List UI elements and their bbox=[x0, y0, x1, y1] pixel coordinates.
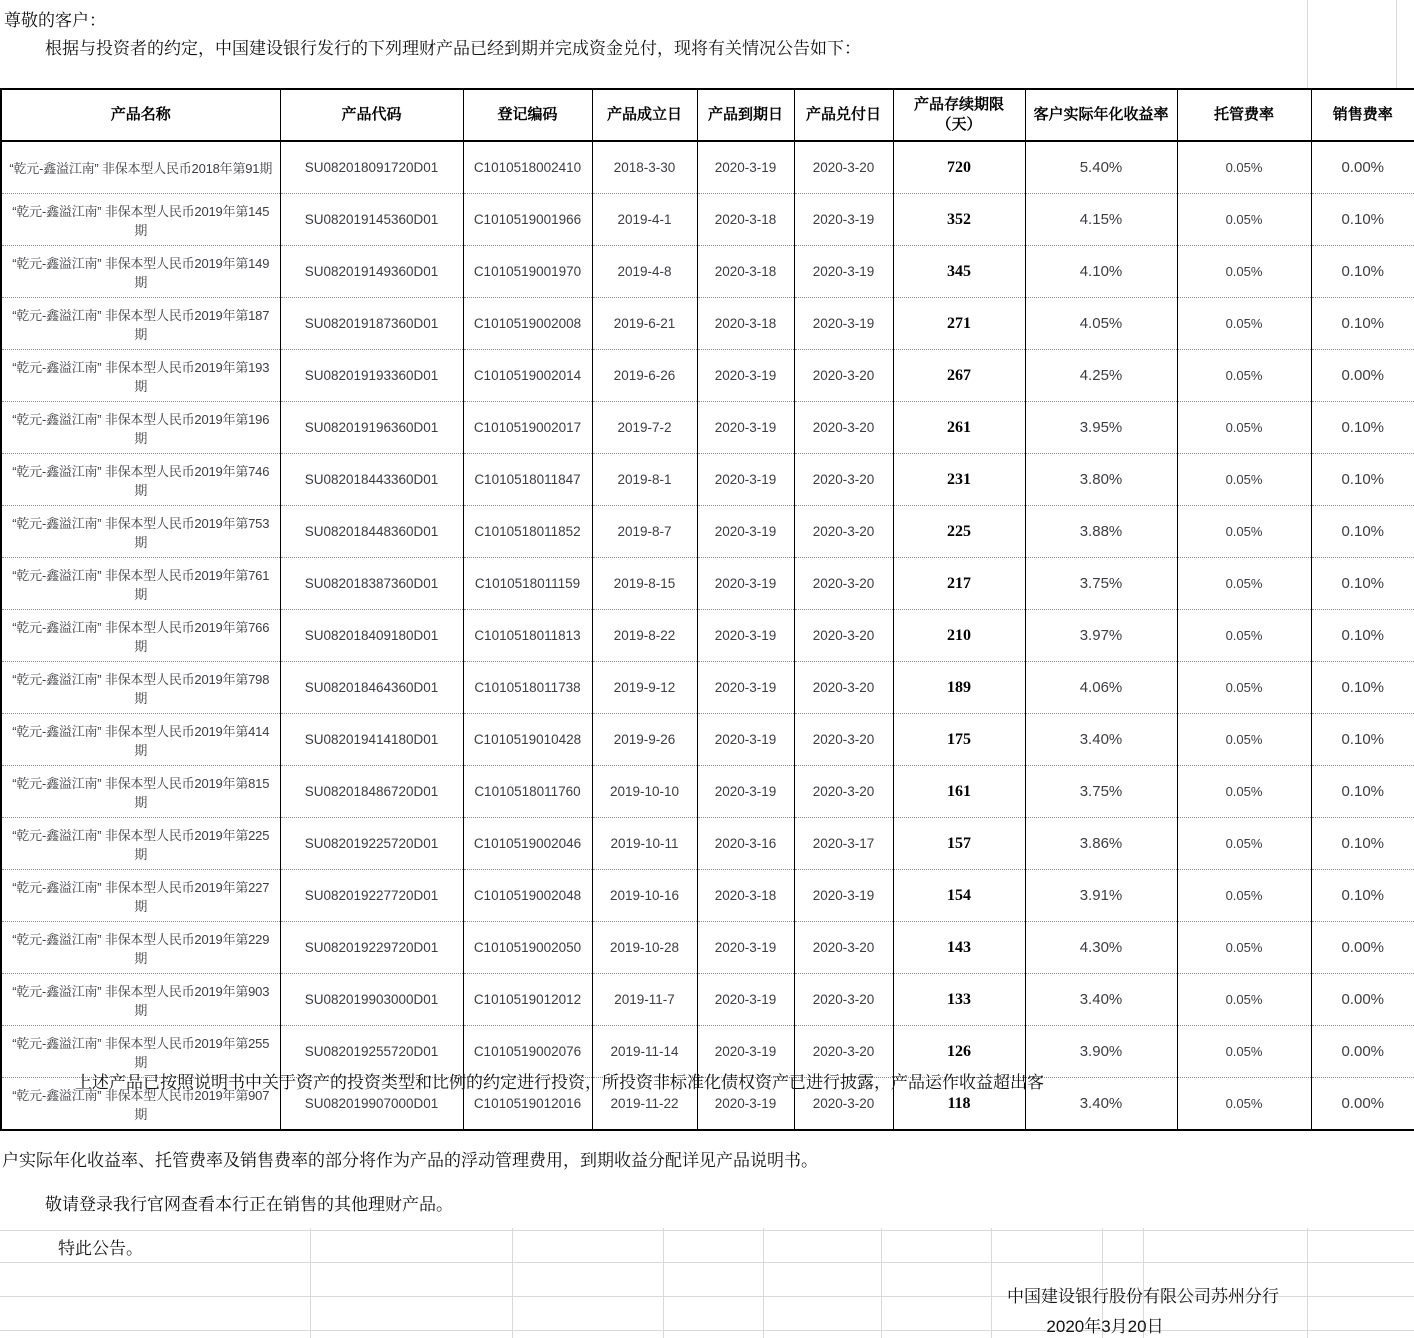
cell-registration-code: C1010519002008 bbox=[463, 298, 592, 350]
cell-annualized-yield: 3.90% bbox=[1025, 1026, 1177, 1078]
cell-product-name: “乾元-鑫溢江南” 非保本型人民币2019年第903期 bbox=[1, 974, 280, 1026]
cell-sales-fee-rate: 0.10% bbox=[1311, 714, 1414, 766]
cell-custody-fee-rate: 0.05% bbox=[1177, 141, 1311, 194]
header-maturity-date: 产品到期日 bbox=[697, 89, 794, 141]
cell-product-code: SU082018486720D01 bbox=[280, 766, 463, 818]
intro-line: 根据与投资者的约定，中国建设银行发行的下列理财产品已经到期并完成资金兑付，现将有关情况公告如下： bbox=[45, 39, 861, 58]
cell-maturity-date: 2020-3-19 bbox=[697, 506, 794, 558]
cell-product-name: “乾元-鑫溢江南” 非保本型人民币2019年第255期 bbox=[1, 1026, 280, 1078]
cell-inception-date: 2019-9-26 bbox=[592, 714, 697, 766]
cell-duration-days: 189 bbox=[893, 662, 1025, 714]
table-row bbox=[1, 194, 1414, 246]
table-row bbox=[1, 766, 1414, 818]
cell-payment-date: 2020-3-20 bbox=[794, 454, 893, 506]
table-row bbox=[1, 402, 1414, 454]
cell-registration-code: C1010518011760 bbox=[463, 766, 592, 818]
table-row bbox=[1, 922, 1414, 974]
cell-inception-date: 2019-11-7 bbox=[592, 974, 697, 1026]
cell-annualized-yield: 3.97% bbox=[1025, 610, 1177, 662]
cell-maturity-date: 2020-3-19 bbox=[697, 974, 794, 1026]
cell-registration-code: C1010519002017 bbox=[463, 402, 592, 454]
cell-payment-date: 2020-3-20 bbox=[794, 766, 893, 818]
cell-custody-fee-rate: 0.05% bbox=[1177, 1078, 1311, 1131]
cell-duration-days: 271 bbox=[893, 298, 1025, 350]
cell-product-code: SU082019187360D01 bbox=[280, 298, 463, 350]
cell-product-name: “乾元-鑫溢江南” 非保本型人民币2018年第91期 bbox=[1, 141, 280, 194]
cell-inception-date: 2019-11-22 bbox=[592, 1078, 697, 1131]
table-row bbox=[1, 818, 1414, 870]
cell-payment-date: 2020-3-19 bbox=[794, 298, 893, 350]
cell-payment-date: 2020-3-20 bbox=[794, 350, 893, 402]
cell-annualized-yield: 5.40% bbox=[1025, 141, 1177, 194]
table-row bbox=[1, 662, 1414, 714]
cell-payment-date: 2020-3-20 bbox=[794, 974, 893, 1026]
cell-payment-date: 2020-3-20 bbox=[794, 922, 893, 974]
cell-maturity-date: 2020-3-19 bbox=[697, 714, 794, 766]
cell-inception-date: 2019-6-26 bbox=[592, 350, 697, 402]
cell-product-code: SU082018091720D01 bbox=[280, 141, 463, 194]
cell-product-name: “乾元-鑫溢江南” 非保本型人民币2019年第815期 bbox=[1, 766, 280, 818]
cell-product-code: SU082018387360D01 bbox=[280, 558, 463, 610]
cell-payment-date: 2020-3-20 bbox=[794, 1026, 893, 1078]
cell-maturity-date: 2020-3-18 bbox=[697, 298, 794, 350]
cell-payment-date: 2020-3-20 bbox=[794, 662, 893, 714]
cell-maturity-date: 2020-3-19 bbox=[697, 1026, 794, 1078]
cell-custody-fee-rate: 0.05% bbox=[1177, 506, 1311, 558]
cell-custody-fee-rate: 0.05% bbox=[1177, 610, 1311, 662]
cell-sales-fee-rate: 0.10% bbox=[1311, 402, 1414, 454]
table-row bbox=[1, 506, 1414, 558]
cell-maturity-date: 2020-3-19 bbox=[697, 402, 794, 454]
cell-duration-days: 143 bbox=[893, 922, 1025, 974]
greeting-line: 尊敬的客户： bbox=[4, 11, 106, 30]
cell-duration-days: 157 bbox=[893, 818, 1025, 870]
table-row bbox=[1, 558, 1414, 610]
cell-annualized-yield: 3.75% bbox=[1025, 558, 1177, 610]
cell-payment-date: 2020-3-20 bbox=[794, 402, 893, 454]
cell-payment-date: 2020-3-19 bbox=[794, 870, 893, 922]
cell-duration-days: 175 bbox=[893, 714, 1025, 766]
cell-inception-date: 2019-7-2 bbox=[592, 402, 697, 454]
cell-payment-date: 2020-3-20 bbox=[794, 506, 893, 558]
cell-product-code: SU082018443360D01 bbox=[280, 454, 463, 506]
cell-duration-days: 210 bbox=[893, 610, 1025, 662]
cell-sales-fee-rate: 0.00% bbox=[1311, 141, 1414, 194]
table-row bbox=[1, 350, 1414, 402]
cell-product-name: “乾元-鑫溢江南” 非保本型人民币2019年第761期 bbox=[1, 558, 280, 610]
table-row bbox=[1, 870, 1414, 922]
cell-custody-fee-rate: 0.05% bbox=[1177, 818, 1311, 870]
cell-product-code: SU082019145360D01 bbox=[280, 194, 463, 246]
cell-product-name: “乾元-鑫溢江南” 非保本型人民币2019年第149期 bbox=[1, 246, 280, 298]
cell-annualized-yield: 3.88% bbox=[1025, 506, 1177, 558]
cell-product-code: SU082019149360D01 bbox=[280, 246, 463, 298]
table-row bbox=[1, 141, 1414, 194]
cell-product-code: SU082019903000D01 bbox=[280, 974, 463, 1026]
gridline-vertical bbox=[1396, 0, 1397, 88]
table-row bbox=[1, 974, 1414, 1026]
cell-product-code: SU082019193360D01 bbox=[280, 350, 463, 402]
cell-registration-code: C1010518011813 bbox=[463, 610, 592, 662]
cell-inception-date: 2019-8-7 bbox=[592, 506, 697, 558]
cell-sales-fee-rate: 0.10% bbox=[1311, 454, 1414, 506]
cell-maturity-date: 2020-3-19 bbox=[697, 1078, 794, 1131]
cell-duration-days: 352 bbox=[893, 194, 1025, 246]
header-payment-date: 产品兑付日 bbox=[794, 89, 893, 141]
cell-sales-fee-rate: 0.00% bbox=[1311, 922, 1414, 974]
header-annualized-yield: 客户实际年化收益率 bbox=[1025, 89, 1177, 141]
cell-custody-fee-rate: 0.05% bbox=[1177, 402, 1311, 454]
cell-payment-date: 2020-3-20 bbox=[794, 558, 893, 610]
cell-registration-code: C1010519002050 bbox=[463, 922, 592, 974]
cell-payment-date: 2020-3-20 bbox=[794, 714, 893, 766]
cell-custody-fee-rate: 0.05% bbox=[1177, 870, 1311, 922]
cell-registration-code: C1010519010428 bbox=[463, 714, 592, 766]
cell-registration-code: C1010518011738 bbox=[463, 662, 592, 714]
cell-registration-code: C1010519002076 bbox=[463, 1026, 592, 1078]
cell-custody-fee-rate: 0.05% bbox=[1177, 246, 1311, 298]
cell-maturity-date: 2020-3-16 bbox=[697, 818, 794, 870]
cell-product-name: “乾元-鑫溢江南” 非保本型人民币2019年第145期 bbox=[1, 194, 280, 246]
cell-maturity-date: 2020-3-18 bbox=[697, 194, 794, 246]
cell-custody-fee-rate: 0.05% bbox=[1177, 662, 1311, 714]
cell-payment-date: 2020-3-20 bbox=[794, 1078, 893, 1131]
cell-annualized-yield: 3.80% bbox=[1025, 454, 1177, 506]
cell-product-code: SU082018464360D01 bbox=[280, 662, 463, 714]
cell-registration-code: C1010519012012 bbox=[463, 974, 592, 1026]
product-table bbox=[0, 88, 1414, 1131]
cell-sales-fee-rate: 0.10% bbox=[1311, 610, 1414, 662]
cell-registration-code: C1010518011852 bbox=[463, 506, 592, 558]
cell-duration-days: 267 bbox=[893, 350, 1025, 402]
cell-duration-days: 720 bbox=[893, 141, 1025, 194]
cell-product-name: “乾元-鑫溢江南” 非保本型人民币2019年第766期 bbox=[1, 610, 280, 662]
header-sales-fee-rate: 销售费率 bbox=[1311, 89, 1414, 141]
cell-product-code: SU082019225720D01 bbox=[280, 818, 463, 870]
cell-registration-code: C1010518011847 bbox=[463, 454, 592, 506]
cell-annualized-yield: 4.10% bbox=[1025, 246, 1177, 298]
cell-inception-date: 2019-10-16 bbox=[592, 870, 697, 922]
cell-duration-days: 154 bbox=[893, 870, 1025, 922]
cell-sales-fee-rate: 0.10% bbox=[1311, 662, 1414, 714]
cell-custody-fee-rate: 0.05% bbox=[1177, 922, 1311, 974]
cell-payment-date: 2020-3-20 bbox=[794, 141, 893, 194]
cell-duration-days: 126 bbox=[893, 1026, 1025, 1078]
cell-maturity-date: 2020-3-18 bbox=[697, 870, 794, 922]
cell-annualized-yield: 3.86% bbox=[1025, 818, 1177, 870]
cell-maturity-date: 2020-3-19 bbox=[697, 610, 794, 662]
gridline-vertical bbox=[1307, 0, 1308, 88]
cell-payment-date: 2020-3-20 bbox=[794, 610, 893, 662]
header-custody-fee-rate: 托管费率 bbox=[1177, 89, 1311, 141]
cell-product-name: “乾元-鑫溢江南” 非保本型人民币2019年第225期 bbox=[1, 818, 280, 870]
cell-sales-fee-rate: 0.00% bbox=[1311, 350, 1414, 402]
cell-inception-date: 2019-4-1 bbox=[592, 194, 697, 246]
cell-inception-date: 2019-10-11 bbox=[592, 818, 697, 870]
footer-notice: 敬请登录我行官网查看本行正在销售的其他理财产品。 bbox=[45, 1195, 453, 1214]
cell-product-code: SU082018409180D01 bbox=[280, 610, 463, 662]
cell-duration-days: 231 bbox=[893, 454, 1025, 506]
cell-custody-fee-rate: 0.05% bbox=[1177, 714, 1311, 766]
cell-sales-fee-rate: 0.10% bbox=[1311, 766, 1414, 818]
cell-inception-date: 2019-11-14 bbox=[592, 1026, 697, 1078]
cell-duration-days: 345 bbox=[893, 246, 1025, 298]
cell-sales-fee-rate: 0.00% bbox=[1311, 1078, 1414, 1131]
cell-annualized-yield: 3.40% bbox=[1025, 1078, 1177, 1131]
cell-registration-code: C1010518011159 bbox=[463, 558, 592, 610]
cell-sales-fee-rate: 0.10% bbox=[1311, 246, 1414, 298]
table-row bbox=[1, 246, 1414, 298]
cell-annualized-yield: 3.75% bbox=[1025, 766, 1177, 818]
cell-duration-days: 261 bbox=[893, 402, 1025, 454]
cell-inception-date: 2019-8-1 bbox=[592, 454, 697, 506]
cell-inception-date: 2019-8-15 bbox=[592, 558, 697, 610]
cell-product-name: “乾元-鑫溢江南” 非保本型人民币2019年第193期 bbox=[1, 350, 280, 402]
table-row bbox=[1, 714, 1414, 766]
cell-product-code: SU082019907000D01 bbox=[280, 1078, 463, 1131]
cell-product-code: SU082019255720D01 bbox=[280, 1026, 463, 1078]
cell-annualized-yield: 3.91% bbox=[1025, 870, 1177, 922]
cell-annualized-yield: 3.40% bbox=[1025, 974, 1177, 1026]
cell-custody-fee-rate: 0.05% bbox=[1177, 558, 1311, 610]
footer-paragraph-1-line-2: 户实际年化收益率、托管费率及销售费率的部分将作为产品的浮动管理费用，到期收益分配详见产品说明书。 bbox=[2, 1151, 818, 1170]
cell-product-name: “乾元-鑫溢江南” 非保本型人民币2019年第196期 bbox=[1, 402, 280, 454]
header-inception-date: 产品成立日 bbox=[592, 89, 697, 141]
cell-duration-days: 118 bbox=[893, 1078, 1025, 1131]
cell-custody-fee-rate: 0.05% bbox=[1177, 454, 1311, 506]
cell-registration-code: C1010519002046 bbox=[463, 818, 592, 870]
cell-product-name: “乾元-鑫溢江南” 非保本型人民币2019年第746期 bbox=[1, 454, 280, 506]
cell-sales-fee-rate: 0.00% bbox=[1311, 974, 1414, 1026]
cell-annualized-yield: 3.40% bbox=[1025, 714, 1177, 766]
table-row bbox=[1, 610, 1414, 662]
footer-closing: 特此公告。 bbox=[58, 1239, 143, 1258]
header-duration-days: 产品存续期限（天） bbox=[893, 89, 1025, 141]
date-line: 2020年3月20日 bbox=[1046, 1317, 1164, 1336]
cell-custody-fee-rate: 0.05% bbox=[1177, 1026, 1311, 1078]
cell-inception-date: 2019-8-22 bbox=[592, 610, 697, 662]
cell-product-name: “乾元-鑫溢江南” 非保本型人民币2019年第187期 bbox=[1, 298, 280, 350]
cell-registration-code: C1010519012016 bbox=[463, 1078, 592, 1131]
cell-custody-fee-rate: 0.05% bbox=[1177, 350, 1311, 402]
cell-maturity-date: 2020-3-19 bbox=[697, 922, 794, 974]
cell-sales-fee-rate: 0.10% bbox=[1311, 818, 1414, 870]
cell-maturity-date: 2020-3-19 bbox=[697, 558, 794, 610]
cell-inception-date: 2019-10-28 bbox=[592, 922, 697, 974]
table-row bbox=[1, 298, 1414, 350]
header-product-code: 产品代码 bbox=[280, 89, 463, 141]
cell-annualized-yield: 4.25% bbox=[1025, 350, 1177, 402]
cell-product-code: SU082019227720D01 bbox=[280, 870, 463, 922]
cell-inception-date: 2019-4-8 bbox=[592, 246, 697, 298]
cell-product-name: “乾元-鑫溢江南” 非保本型人民币2019年第414期 bbox=[1, 714, 280, 766]
cell-registration-code: C1010519002048 bbox=[463, 870, 592, 922]
cell-annualized-yield: 4.15% bbox=[1025, 194, 1177, 246]
cell-product-code: SU082019229720D01 bbox=[280, 922, 463, 974]
footer-paragraph-1-line-1: 上述产品已按照说明书中关于资产的投资类型和比例的约定进行投资，所投资非标准化债权资产已进行披露，产品运作收益超出客 bbox=[75, 1073, 1044, 1092]
cell-annualized-yield: 4.05% bbox=[1025, 298, 1177, 350]
header-product-name: 产品名称 bbox=[1, 89, 280, 141]
cell-registration-code: C1010519001970 bbox=[463, 246, 592, 298]
cell-maturity-date: 2020-3-19 bbox=[697, 766, 794, 818]
table-header-row bbox=[1, 89, 1414, 141]
cell-custody-fee-rate: 0.05% bbox=[1177, 974, 1311, 1026]
cell-custody-fee-rate: 0.05% bbox=[1177, 298, 1311, 350]
cell-product-name: “乾元-鑫溢江南” 非保本型人民币2019年第753期 bbox=[1, 506, 280, 558]
cell-product-code: SU082018448360D01 bbox=[280, 506, 463, 558]
cell-maturity-date: 2020-3-19 bbox=[697, 141, 794, 194]
cell-custody-fee-rate: 0.05% bbox=[1177, 766, 1311, 818]
cell-product-name: “乾元-鑫溢江南” 非保本型人民币2019年第227期 bbox=[1, 870, 280, 922]
cell-maturity-date: 2020-3-19 bbox=[697, 350, 794, 402]
cell-sales-fee-rate: 0.10% bbox=[1311, 870, 1414, 922]
header-registration-code: 登记编码 bbox=[463, 89, 592, 141]
cell-duration-days: 133 bbox=[893, 974, 1025, 1026]
cell-inception-date: 2019-9-12 bbox=[592, 662, 697, 714]
cell-payment-date: 2020-3-19 bbox=[794, 194, 893, 246]
cell-maturity-date: 2020-3-18 bbox=[697, 246, 794, 298]
cell-sales-fee-rate: 0.10% bbox=[1311, 506, 1414, 558]
cell-sales-fee-rate: 0.10% bbox=[1311, 558, 1414, 610]
cell-sales-fee-rate: 0.00% bbox=[1311, 1026, 1414, 1078]
cell-product-code: SU082019196360D01 bbox=[280, 402, 463, 454]
cell-payment-date: 2020-3-19 bbox=[794, 246, 893, 298]
cell-sales-fee-rate: 0.10% bbox=[1311, 194, 1414, 246]
cell-custody-fee-rate: 0.05% bbox=[1177, 194, 1311, 246]
cell-registration-code: C1010519001966 bbox=[463, 194, 592, 246]
cell-product-name: “乾元-鑫溢江南” 非保本型人民币2019年第229期 bbox=[1, 922, 280, 974]
cell-product-code: SU082019414180D01 bbox=[280, 714, 463, 766]
cell-duration-days: 161 bbox=[893, 766, 1025, 818]
cell-product-name: “乾元-鑫溢江南” 非保本型人民币2019年第907期 bbox=[1, 1078, 280, 1131]
cell-sales-fee-rate: 0.10% bbox=[1311, 298, 1414, 350]
cell-duration-days: 217 bbox=[893, 558, 1025, 610]
cell-maturity-date: 2020-3-19 bbox=[697, 662, 794, 714]
cell-duration-days: 225 bbox=[893, 506, 1025, 558]
cell-registration-code: C1010519002014 bbox=[463, 350, 592, 402]
cell-product-name: “乾元-鑫溢江南” 非保本型人民币2019年第798期 bbox=[1, 662, 280, 714]
cell-inception-date: 2019-6-21 bbox=[592, 298, 697, 350]
cell-maturity-date: 2020-3-19 bbox=[697, 454, 794, 506]
cell-payment-date: 2020-3-17 bbox=[794, 818, 893, 870]
cell-inception-date: 2018-3-30 bbox=[592, 141, 697, 194]
signature-line: 中国建设银行股份有限公司苏州分行 bbox=[1007, 1287, 1279, 1306]
cell-annualized-yield: 3.95% bbox=[1025, 402, 1177, 454]
cell-annualized-yield: 4.06% bbox=[1025, 662, 1177, 714]
cell-annualized-yield: 4.30% bbox=[1025, 922, 1177, 974]
cell-inception-date: 2019-10-10 bbox=[592, 766, 697, 818]
cell-registration-code: C1010518002410 bbox=[463, 141, 592, 194]
product-table-body bbox=[1, 141, 1414, 1130]
table-row bbox=[1, 454, 1414, 506]
